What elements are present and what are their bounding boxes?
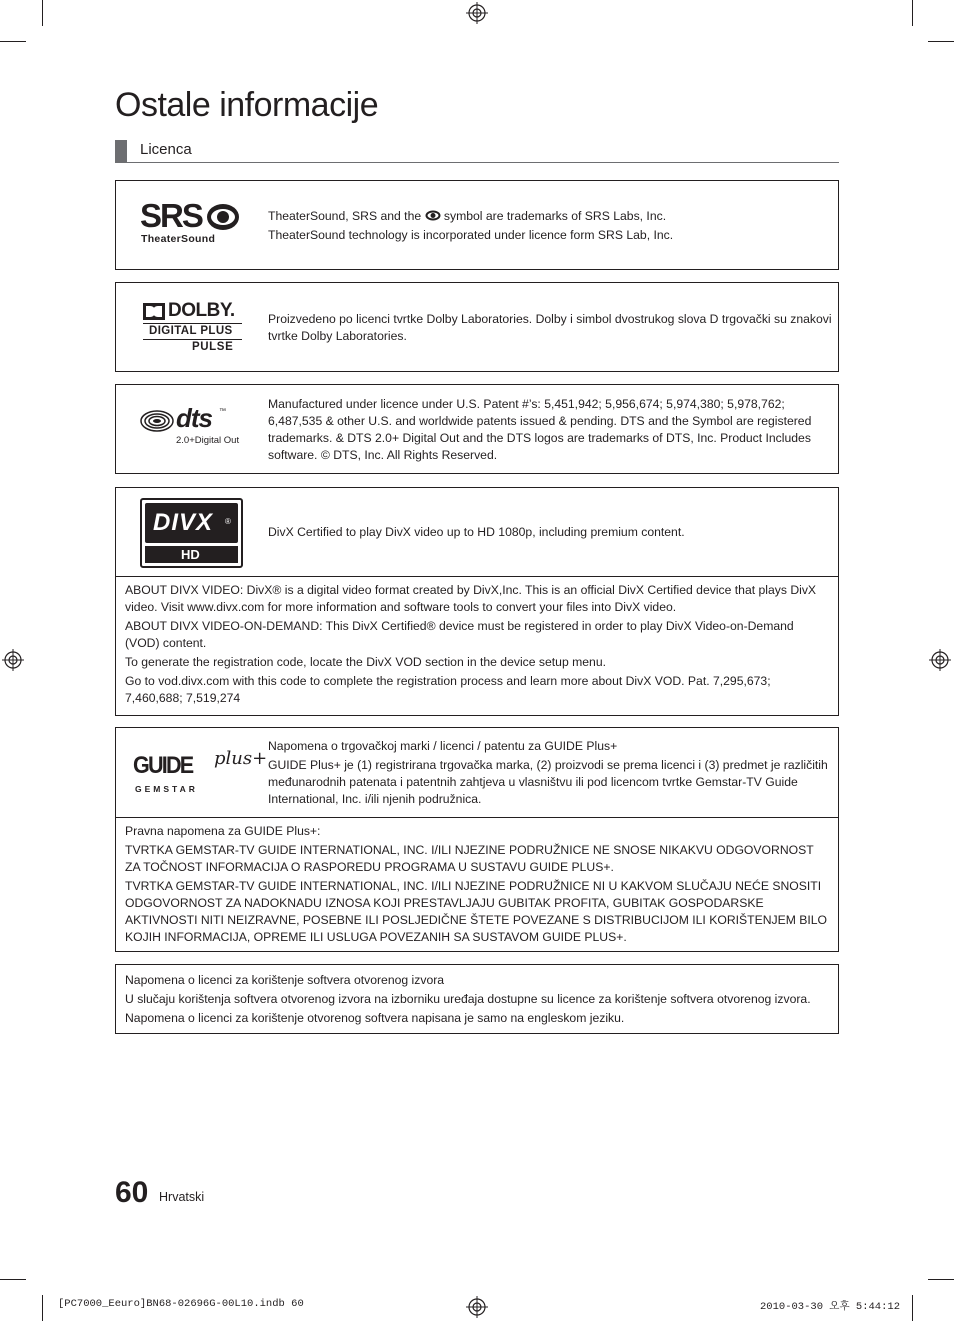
open-source-heading: Napomena o licenci za korištenje softvera otvorenog izvora bbox=[125, 973, 445, 987]
page-number: 60 bbox=[115, 1176, 149, 1209]
guide-text: GUIDE Plus+ je (1) registrirana trgovačka marka, (2) proizvodi se prema licenci i (3) predmet je različitih međunarodnih patenata i patentnih zahtjeva u vlasništvu ili pod licencom tvrtke Gemstar-TV Guide International, Inc. i/ili njenih podružnica. bbox=[268, 758, 828, 806]
registration-target-icon bbox=[466, 2, 488, 24]
srs-text bbox=[268, 208, 832, 244]
license-box-srs bbox=[115, 180, 839, 270]
license-box-open-source bbox=[115, 964, 839, 1034]
registration-target-icon bbox=[466, 1296, 488, 1318]
divx-go-to: Go to vod.divx.com with this code to complete the registration process and learn more about DivX VOD. Pat. 7,295,673; 7,460,688; 7,519,274 bbox=[125, 674, 771, 705]
srs-circle-logo-icon bbox=[205, 202, 241, 232]
srs-line1-b: symbol are trademarks of SRS Labs, Inc. bbox=[443, 209, 667, 223]
dts-text: Manufactured under licence under U.S. Patent #’s: 5,451,942; 5,956,674; 5,974,380; 5,978,762; 6,487,535 & other U.S. and worldwide patents issued & pending. DTS and the Symbol are registered trademarks. & DTS 2.0+ Digital Out and the DTS logos are trademarks of DTS, Inc. Product Includes software. © DTS, Inc. All Rights Reserved. bbox=[268, 397, 812, 462]
divx-certified-text: DivX Certified to play DivX video up to HD 1080p, including premium content. bbox=[268, 525, 685, 539]
srs-logo bbox=[116, 181, 266, 269]
guide-legal-heading: Pravna napomena za GUIDE Plus+: bbox=[125, 824, 321, 838]
guide-intro-text bbox=[268, 738, 832, 808]
dts-logo bbox=[116, 385, 266, 473]
page-title: Ostale informacije bbox=[115, 86, 379, 124]
dolby-text: Proizvedeno po licenci tvrtke Dolby Laboratories. Dolby i simbol dvostrukog slova D trgovački su znakovi tvrtke Dolby Laboratories. bbox=[268, 312, 832, 343]
srs-logo-subtext: TheaterSound bbox=[141, 233, 216, 245]
license-box-divx bbox=[115, 487, 839, 716]
divx-logo bbox=[116, 488, 266, 576]
dolby-double-d-icon bbox=[143, 303, 165, 320]
license-box-dts bbox=[115, 384, 839, 474]
open-source-line1: U slučaju korištenja softvera otvorenog izvora na izborniku uređaja dostupne su licence za korištenje softvera otvorenog izvora. bbox=[125, 992, 811, 1006]
open-source-line2: Napomena o licenci za korištenje otvorenog softvera napisana je samo na engleskom jeziku. bbox=[125, 1011, 625, 1025]
dolby-logo bbox=[116, 283, 266, 371]
open-source-text bbox=[125, 972, 830, 1029]
section-label: Licenca bbox=[140, 141, 192, 158]
guide-logo-plus: plus+ bbox=[214, 748, 268, 769]
srs-line1-a: TheaterSound, SRS and the bbox=[268, 209, 422, 223]
registration-target-icon bbox=[929, 649, 951, 671]
crop-mark bbox=[912, 1295, 913, 1321]
section-marker bbox=[115, 140, 127, 162]
dts-disc-icon bbox=[140, 410, 174, 432]
dts-logo-sub: 2.0+Digital Out bbox=[176, 435, 240, 446]
guide-legal-2: TVRTKA GEMSTAR-TV GUIDE INTERNATIONAL, INC. I/ILI NJEZINE PODRUŽNICE NI U KAKVOM SLUČAJU NEĆE SNOSITI ODGOVORNOST ZA NADOKNADU IZNOSA KOJI PRESTAVLJAJU GUBITAK PROFITA, GUBITAK GOSPODARSKE AKTIVNOSTI NITI NEIZRAVNE, POSEBNE ILI POSLJEDIČNE ŠTETE POVEZANE S DISTRIBUCIJOM ILI KORIŠTENJEM BILO KOJIH INFORMACIJA, OPREME ILI USLUGA POVEZANIH SA SUSTAVOM GUIDE PLUS+. bbox=[125, 879, 828, 944]
dts-logo-tm: ™ bbox=[219, 408, 226, 415]
guide-legal-1: TVRTKA GEMSTAR-TV GUIDE INTERNATIONAL, INC. I/ILI NJEZINE PODRUŽNICE NE SNOSE NIKAKVU ODGOVORNOST ZA TOČNOST INFORMACIJA O RASPOREDU PROGRAMA U SUSTAVU GUIDE PLUS+. bbox=[125, 843, 814, 874]
srs-line2: TheaterSound technology is incorporated under licence form SRS Lab, Inc. bbox=[268, 228, 674, 242]
crop-mark bbox=[42, 1295, 43, 1321]
divx-about-video: ABOUT DIVX VIDEO: DivX® is a digital video format created by DivX,Inc. This is an official DivX Certified device that plays DivX video. Visit www.divx.com for more information and software tools to convert your files into DivX video. bbox=[125, 583, 817, 614]
divx-registration: To generate the registration code, locate the DivX VOD section in the device setup menu. bbox=[125, 655, 607, 669]
srs-symbol-icon bbox=[425, 210, 441, 221]
crop-mark bbox=[42, 0, 43, 26]
guide-heading: Napomena o trgovačkoj marki / licenci / patentu za GUIDE Plus+ bbox=[268, 739, 618, 753]
srs-logo-text: SRS bbox=[140, 197, 202, 234]
dolby-logo-sub2: PULSE bbox=[192, 341, 234, 353]
divx-logo-text: DIVX bbox=[153, 509, 214, 536]
divx-logo-reg: ® bbox=[225, 517, 231, 526]
guide-logo-sub: GEMSTAR bbox=[135, 784, 198, 794]
crop-mark bbox=[928, 1279, 954, 1280]
license-box-guide-plus bbox=[115, 727, 839, 952]
divx-logo-sub: HD bbox=[181, 547, 200, 562]
crop-mark bbox=[912, 0, 913, 26]
divx-about-vod: ABOUT DIVX VIDEO-ON-DEMAND: This DivX Certified® device must be registered in order to play DivX Video-on-Demand (VOD) content. bbox=[125, 619, 794, 650]
dolby-logo-sub1: DIGITAL PLUS bbox=[149, 325, 233, 337]
license-box-dolby bbox=[115, 282, 839, 372]
crop-mark bbox=[0, 41, 26, 42]
dolby-logo-text: DOLBY. bbox=[168, 300, 235, 321]
guide-plus-logo bbox=[116, 728, 266, 816]
print-file-info: [PC7000_Eeuro]BN68-02696G-00L10.indb 60 bbox=[58, 1298, 304, 1310]
print-timestamp: 2010-03-30 오후 5:44:12 bbox=[760, 1301, 901, 1313]
section-header bbox=[115, 140, 839, 163]
crop-mark bbox=[928, 41, 954, 42]
divx-about-text bbox=[125, 582, 830, 709]
guide-logo-text: GUIDE bbox=[133, 752, 193, 779]
guide-legal-text bbox=[125, 823, 830, 948]
crop-mark bbox=[0, 1279, 26, 1280]
dts-logo-text: dts bbox=[176, 403, 212, 433]
page-language: Hrvatski bbox=[159, 1190, 205, 1204]
registration-target-icon bbox=[2, 649, 24, 671]
